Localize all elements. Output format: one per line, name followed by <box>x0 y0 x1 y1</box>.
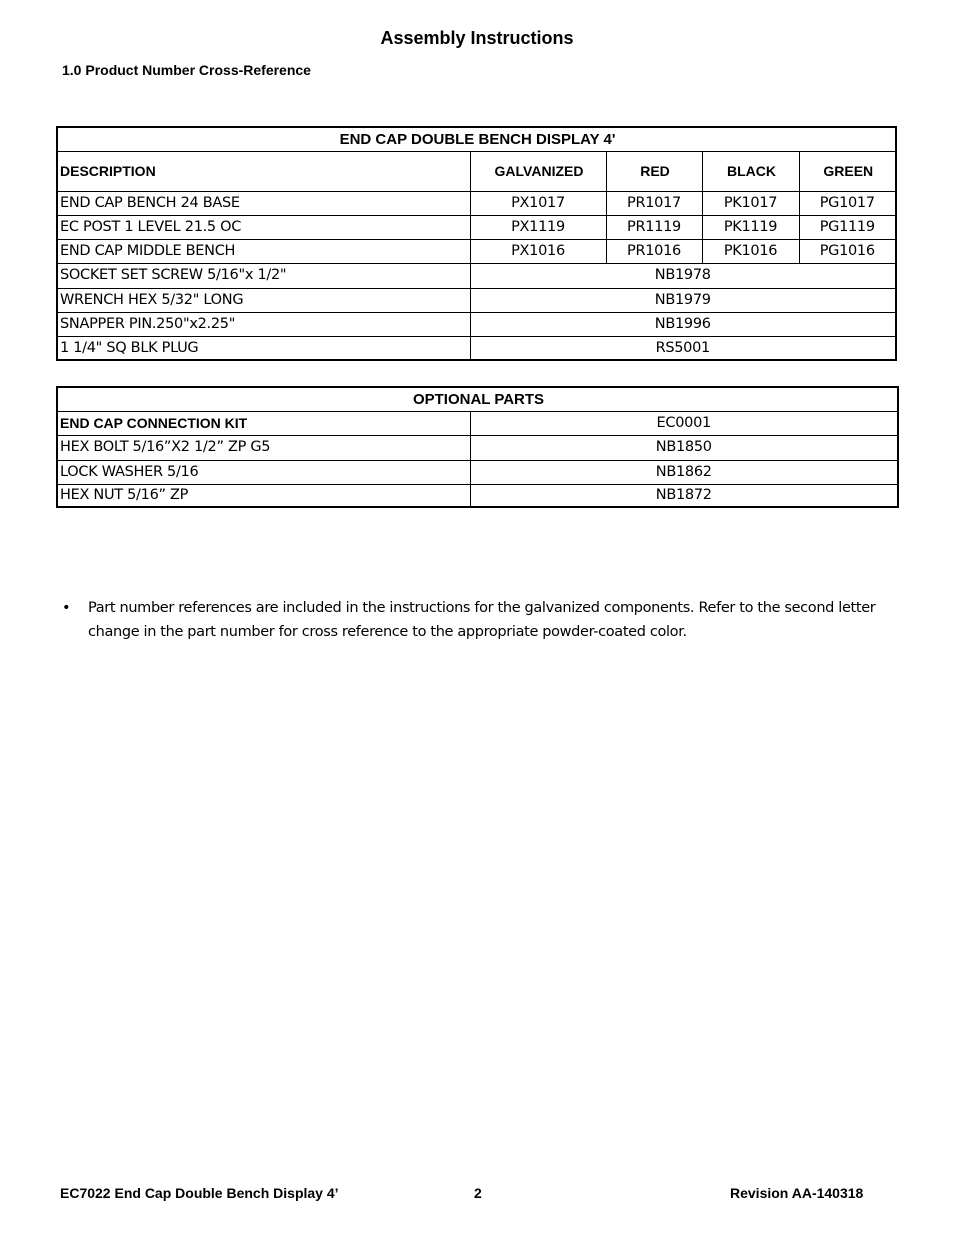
table-row <box>57 312 896 336</box>
table-row <box>57 336 896 360</box>
footer-page-number: 2 <box>474 1185 482 1201</box>
table-row <box>57 215 896 239</box>
cross-reference-table <box>56 126 897 361</box>
table-row <box>57 484 898 507</box>
column-header-red: RED <box>606 151 702 191</box>
red-cell: PR1119 <box>606 215 702 239</box>
description-cell: 1 1/4" SQ BLK PLUG <box>57 336 470 360</box>
description-cell: WRENCH HEX 5/32" LONG <box>57 288 470 312</box>
description-cell: HEX NUT 5/16” ZP <box>57 484 470 507</box>
description-cell: LOCK WASHER 5/16 <box>57 460 470 484</box>
page-title: Assembly Instructions <box>380 28 574 48</box>
column-header-green: GREEN <box>799 151 896 191</box>
part-number-cell: RS5001 <box>470 336 896 360</box>
table-row <box>57 460 898 484</box>
optional-parts-table <box>56 386 899 508</box>
table-header-row <box>57 151 896 191</box>
part-number-cell: NB1979 <box>470 288 896 312</box>
galvanized-cell: PX1119 <box>470 215 606 239</box>
green-cell: PG1119 <box>799 215 896 239</box>
description-cell: SOCKET SET SCREW 5/16"x 1/2" <box>57 263 470 288</box>
table-row <box>57 263 896 288</box>
table-row <box>57 191 896 215</box>
footer-revision: Revision AA-140318 <box>730 1185 864 1201</box>
column-header-galvanized: GALVANIZED <box>470 151 606 191</box>
description-cell: END CAP BENCH 24 BASE <box>57 191 470 215</box>
table-row <box>57 435 898 460</box>
table-title-row <box>57 387 898 411</box>
description-cell: HEX BOLT 5/16”X2 1/2” ZP G5 <box>57 435 470 460</box>
description-cell: END CAP CONNECTION KIT <box>57 411 470 435</box>
part-number-cell: NB1862 <box>470 460 898 484</box>
section-heading: 1.0 Product Number Cross-Reference <box>62 62 311 78</box>
black-cell: PK1016 <box>702 239 799 263</box>
part-number-cell: NB1872 <box>470 484 898 507</box>
optional-table-title: OPTIONAL PARTS <box>57 387 898 411</box>
part-number-cell: EC0001 <box>470 411 898 435</box>
part-number-cell: NB1850 <box>470 435 898 460</box>
galvanized-cell: PX1016 <box>470 239 606 263</box>
black-cell: PK1119 <box>702 215 799 239</box>
part-number-cell: NB1978 <box>470 263 896 288</box>
table-row <box>57 411 898 435</box>
galvanized-cell: PX1017 <box>470 191 606 215</box>
red-cell: PR1017 <box>606 191 702 215</box>
bullet-icon: • <box>62 600 71 616</box>
column-header-description: DESCRIPTION <box>57 151 470 191</box>
part-number-cell: NB1996 <box>470 312 896 336</box>
red-cell: PR1016 <box>606 239 702 263</box>
note-text: Part number references are included in the instructions for the galvanized components. Refer to the second letter change in the part number for cross reference to the appropriate powder-coated color. <box>88 600 876 640</box>
black-cell: PK1017 <box>702 191 799 215</box>
table-row <box>57 239 896 263</box>
green-cell: PG1016 <box>799 239 896 263</box>
table-title-row <box>57 127 896 151</box>
description-cell: END CAP MIDDLE BENCH <box>57 239 470 263</box>
table-title: END CAP DOUBLE BENCH DISPLAY 4' <box>57 127 896 151</box>
description-cell: EC POST 1 LEVEL 21.5 OC <box>57 215 470 239</box>
column-header-black: BLACK <box>702 151 799 191</box>
table-row <box>57 288 896 312</box>
green-cell: PG1017 <box>799 191 896 215</box>
description-cell: SNAPPER PIN.250"x2.25" <box>57 312 470 336</box>
footer-document-title: EC7022 End Cap Double Bench Display 4’ <box>60 1185 339 1201</box>
